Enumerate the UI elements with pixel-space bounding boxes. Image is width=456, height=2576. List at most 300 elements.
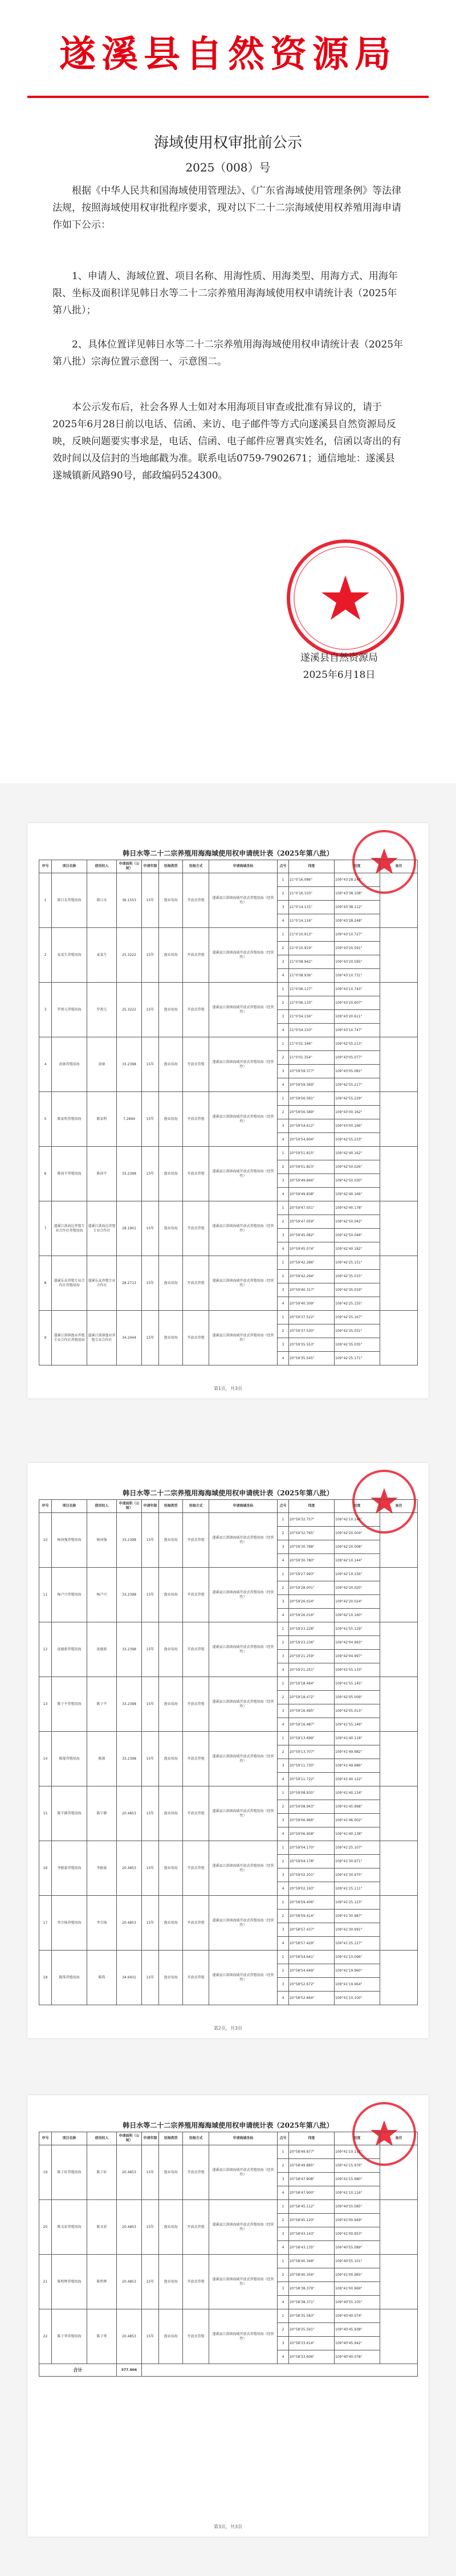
- row-no: 8: [39, 1256, 52, 1311]
- owner: 庞德新: [87, 1622, 117, 1677]
- point-no: 2: [278, 1964, 289, 1978]
- area: 33.2398: [117, 1568, 142, 1622]
- longitude: 109°41'00.969": [335, 2282, 380, 2296]
- row-no: 7: [39, 1201, 52, 1256]
- area: 33.2398: [117, 1677, 142, 1732]
- longitude: 109°43'10.743": [335, 983, 380, 996]
- point-no: 1: [278, 1786, 289, 1800]
- years: 15年: [142, 2145, 159, 2200]
- latitude: 20°59'37.530": [289, 1324, 335, 1338]
- latitude: 20°59'23.236": [289, 1636, 335, 1650]
- area: 20.4853: [117, 1786, 142, 1841]
- owner: 杨国强: [87, 1513, 117, 1568]
- paragraph-item-2: 2、具体位置详见韩日水等二十二宗养殖用海海域使用权申请统计表（2025年第八批）宗海位置示意图一、示意图二。: [52, 339, 404, 367]
- latitude: 20°58'33.606": [289, 2350, 335, 2364]
- latitude: 20°58'40.348": [289, 2255, 335, 2268]
- location-desc: 遂溪县江洪镇海域开放式养殖用海（经营性）: [209, 1147, 278, 1201]
- location-desc: 遂溪县江洪镇海域开放式养殖用海（经营性）: [209, 1092, 278, 1147]
- point-no: 3: [278, 1065, 289, 1078]
- longitude: 109°41'15.976": [335, 2159, 380, 2173]
- project-name: 陈子轩养殖用海: [52, 2145, 87, 2200]
- sea-use-type: 渔业用海: [159, 983, 183, 1037]
- table-row: [39, 1951, 418, 1964]
- table-row: [39, 1732, 418, 1745]
- official-seal: [283, 535, 408, 661]
- longitude: 109°41'55.129": [335, 1622, 380, 1636]
- area: 34.2444: [117, 1311, 142, 1365]
- row-no: 5: [39, 1092, 52, 1147]
- longitude: 109°42'10.144": [335, 1554, 380, 1568]
- sea-use-mode: 开放式养殖: [183, 1568, 209, 1622]
- point-no: 4: [278, 2296, 289, 2309]
- latitude: 20°59'49.846": [289, 1174, 335, 1188]
- table-header-cell: 点号: [278, 860, 289, 873]
- point-no: 1: [278, 1732, 289, 1745]
- area: 20.4853: [117, 2309, 142, 2364]
- longitude: 109°41'40.138": [335, 1827, 380, 1841]
- sea-use-type: 渔业用海: [159, 1841, 183, 1896]
- years: 15年: [142, 1256, 159, 1311]
- table-page-3: [27, 2095, 429, 2537]
- remark: [380, 1092, 418, 1147]
- table-header-cell: 纬度: [289, 860, 335, 873]
- location-desc: 遂溪县江洪镇海域开放式养殖用海（经营性）: [209, 1201, 278, 1256]
- sea-use-type: 渔业用海: [159, 1896, 183, 1951]
- latitude: 20°58'35.591": [289, 2323, 335, 2337]
- latitude: 20°59'04.178": [289, 1855, 335, 1868]
- latitude: 20°58'45.120": [289, 2214, 335, 2227]
- point-no: 3: [278, 1119, 289, 1133]
- remark: [380, 873, 418, 928]
- latitude: 20°59'21.259": [289, 1650, 335, 1663]
- point-no: 3: [278, 1540, 289, 1554]
- project-name: 韩日水养殖用海: [52, 873, 87, 928]
- owner: 黄康: [87, 1037, 117, 1092]
- total-row: [39, 2364, 418, 2377]
- table-row: [39, 1896, 418, 1909]
- point-no: 2: [278, 2268, 289, 2282]
- lease-table: [39, 1499, 418, 2005]
- point-no: 4: [278, 1133, 289, 1147]
- longitude: 109°43'28.243": [335, 873, 380, 887]
- signature-date: 2025年6月18日: [303, 669, 376, 681]
- years: 15年: [142, 2200, 159, 2255]
- table-row: [39, 2200, 418, 2214]
- notice-title: 海域使用权审批前公示: [153, 134, 302, 152]
- table-header-cell: 申请年限: [142, 860, 159, 873]
- row-no: 15: [39, 1786, 52, 1841]
- table-row: [39, 873, 418, 887]
- sea-use-mode: 开放式养殖: [183, 2309, 209, 2364]
- table-header-cell: 申请海域坐标: [209, 860, 278, 873]
- area: 28.2713: [117, 1256, 142, 1311]
- location-desc: 遂溪县江洪镇海域开放式养殖用海（经营性）: [209, 1256, 278, 1311]
- paragraph-item-1: 1、申请人、海域位置、项目名称、用海性质、用海类型、用海方式、用海年限、坐标及面积详见韩日水等二十二宗养殖用海海域使用权申请统计表（2025年第八批）；: [52, 271, 398, 316]
- latitude: 21°0'04.156": [289, 1010, 335, 1024]
- latitude: 20°59'42.294": [289, 1270, 335, 1283]
- remark: [380, 928, 418, 983]
- longitude: 109°42'40.182": [335, 1242, 380, 1256]
- area: 33.2398: [117, 1147, 142, 1201]
- longitude: 109°42'25.167": [335, 1311, 380, 1324]
- longitude: 109°41'00.953": [335, 2227, 380, 2241]
- table-header-row: [39, 2132, 418, 2145]
- table-header-cell: 申请面积（公顷）: [117, 860, 142, 873]
- latitude: 20°58'38.371": [289, 2296, 335, 2309]
- remark: [380, 1201, 418, 1256]
- table-header-cell: 纬度: [289, 1500, 335, 1513]
- point-no: 1: [278, 928, 289, 942]
- point-no: 3: [278, 955, 289, 969]
- area: 7.2894: [117, 1092, 142, 1147]
- longitude: 109°43'00.166": [335, 1119, 380, 1133]
- project-name: 陈国平养殖用海: [52, 1147, 87, 1201]
- lease-table: [39, 2132, 418, 2377]
- point-no: 2: [278, 1691, 289, 1704]
- longitude: 109°42'40.166": [335, 1188, 380, 1201]
- longitude: 109°42'50.042": [335, 1215, 380, 1229]
- point-no: 1: [278, 873, 289, 887]
- table-header-cell: 备注: [380, 860, 418, 873]
- row-no: 1: [39, 873, 52, 928]
- sea-use-mode: 开放式养殖: [183, 1951, 209, 2005]
- longitude: 109°41'25.111": [335, 1882, 380, 1896]
- longitude: 109°41'15.980": [335, 2173, 380, 2186]
- point-no: 2: [278, 996, 289, 1010]
- latitude: 20°59'02.193": [289, 1882, 335, 1896]
- remark: [380, 1568, 418, 1622]
- latitude: 20°59'49.838": [289, 1188, 335, 1201]
- sea-use-type: 渔业用海: [159, 1037, 183, 1092]
- longitude: 109°43'05.081": [335, 1065, 380, 1078]
- area: 20.4853: [117, 1841, 142, 1896]
- longitude: 109°42'10.140": [335, 1513, 380, 1527]
- project-name: 陈子华养殖用海: [52, 2309, 87, 2364]
- table-header-cell: 序号: [39, 2132, 52, 2145]
- years: 15年: [142, 1786, 159, 1841]
- latitude: 21°0'06.133": [289, 996, 335, 1010]
- area: 33.2398: [117, 1513, 142, 1568]
- latitude: 20°58'54.641": [289, 1951, 335, 1964]
- longitude: 109°42'04.997": [335, 1650, 380, 1663]
- years: 15年: [142, 1092, 159, 1147]
- years: 15年: [142, 1311, 159, 1365]
- point-no: 4: [278, 1297, 289, 1311]
- table-title: 韩日水等二十二宗养殖用海海域使用权申请统计表（2025年第八批）: [123, 849, 333, 857]
- point-no: 3: [278, 2282, 289, 2296]
- longitude: 109°40'55.089": [335, 2241, 380, 2255]
- point-no: 4: [278, 914, 289, 928]
- sea-use-mode: 开放式养殖: [183, 1786, 209, 1841]
- table-header-cell: 备注: [380, 2132, 418, 2145]
- longitude: 109°40'45.942": [335, 2337, 380, 2350]
- point-no: 4: [278, 2186, 289, 2200]
- latitude: 20°59'13.699": [289, 1732, 335, 1745]
- longitude: 109°41'25.123": [335, 1896, 380, 1909]
- longitude: 109°42'50.030": [335, 1174, 380, 1188]
- point-no: 2: [278, 1527, 289, 1540]
- owner: 陈家明: [87, 1092, 117, 1147]
- longitude: 109°43'10.747": [335, 1024, 380, 1037]
- sea-use-mode: 开放式养殖: [183, 1092, 209, 1147]
- table-row: [39, 1841, 418, 1855]
- area: 28.1901: [117, 1201, 142, 1256]
- point-no: 4: [278, 2241, 289, 2255]
- remark: [380, 1951, 418, 2005]
- point-no: 1: [278, 2200, 289, 2214]
- latitude: 20°59'47.059": [289, 1215, 335, 1229]
- sea-use-mode: 开放式养殖: [183, 1513, 209, 1568]
- location-desc: 遂溪县江洪镇海域开放式养殖用海（经营性）: [209, 1896, 278, 1951]
- point-no: 1: [278, 1951, 289, 1964]
- point-no: 1: [278, 1896, 289, 1909]
- sea-use-mode: 开放式养殖: [183, 928, 209, 983]
- longitude: 109°40'55.085": [335, 2200, 380, 2214]
- table-row: [39, 928, 418, 942]
- point-no: 4: [278, 2350, 289, 2364]
- table-header-cell: 用海方式: [183, 2132, 209, 2145]
- location-desc: 遂溪县江洪镇海域开放式养殖用海（经营性）: [209, 873, 278, 928]
- point-no: 2: [278, 887, 289, 901]
- sea-use-mode: 开放式养殖: [183, 1732, 209, 1786]
- point-no: 2: [278, 2159, 289, 2173]
- point-no: 2: [278, 1636, 289, 1650]
- table-header-cell: 用海方式: [183, 860, 209, 873]
- point-no: 4: [278, 1773, 289, 1786]
- table-row: [39, 1201, 418, 1215]
- point-no: 4: [278, 1882, 289, 1896]
- longitude: 109°42'35.031": [335, 1324, 380, 1338]
- longitude: 109°43'20.607": [335, 996, 380, 1010]
- location-desc: 遂溪县江洪镇海域开放式养殖用海（经营性）: [209, 2309, 278, 2364]
- longitude: 109°40'40.074": [335, 2309, 380, 2323]
- location-desc: 遂溪县江洪镇海域开放式养殖用海（经营性）: [209, 1677, 278, 1732]
- longitude: 109°41'10.100": [335, 1992, 380, 2005]
- table-header-cell: 点号: [278, 1500, 289, 1513]
- location-desc: 遂溪县江洪镇海域开放式养殖用海（经营性）: [209, 1513, 278, 1568]
- remark: [380, 983, 418, 1037]
- owner: 杨卢兴: [87, 1568, 117, 1622]
- years: 15年: [142, 1677, 159, 1732]
- longitude: 109°40'40.078": [335, 2350, 380, 2364]
- years: 15年: [142, 1568, 159, 1622]
- sea-use-mode: 开放式养殖: [183, 2200, 209, 2255]
- longitude: 109°43'00.162": [335, 1106, 380, 1119]
- location-desc: 遂溪县江洪镇海域开放式养殖用海（经营性）: [209, 1311, 278, 1365]
- project-name: 庞德新养殖用海: [52, 1622, 87, 1677]
- remark: [380, 1786, 418, 1841]
- total-area: 577.906: [117, 2364, 142, 2377]
- latitude: 20°59'45.082": [289, 1229, 335, 1242]
- location-desc: 遂溪县江洪镇海域开放式养殖用海（经营性）: [209, 1786, 278, 1841]
- table-row: [39, 983, 418, 996]
- project-name: 遂溪乐众养殖专业合作社养殖用海: [52, 1256, 87, 1311]
- remark: [380, 1896, 418, 1951]
- point-no: 2: [278, 1745, 289, 1759]
- longitude: 109°42'55.229": [335, 1092, 380, 1106]
- area: 20.4853: [117, 1896, 142, 1951]
- years: 15年: [142, 1147, 159, 1201]
- latitude: 20°58'49.877": [289, 2145, 335, 2159]
- latitude: 20°59'42.286": [289, 1256, 335, 1270]
- longitude: 109°42'04.993": [335, 1636, 380, 1650]
- longitude: 109°41'55.145": [335, 1677, 380, 1691]
- page-number: 第2页，共3页: [213, 2026, 243, 2031]
- latitude: 20°59'40.317": [289, 1283, 335, 1297]
- sea-use-type: 渔业用海: [159, 1732, 183, 1786]
- longitude: 109°42'20.020": [335, 1581, 380, 1595]
- longitude: 109°42'25.155": [335, 1297, 380, 1311]
- point-no: 2: [278, 942, 289, 955]
- owner: 陈珠: [87, 1951, 117, 2005]
- point-no: 2: [278, 1800, 289, 1814]
- point-no: 3: [278, 2337, 289, 2350]
- latitude: 20°58'52.672": [289, 1978, 335, 1992]
- sea-use-type: 渔业用海: [159, 1201, 183, 1256]
- longitude: 109°41'30.971": [335, 1855, 380, 1868]
- project-name: 黄康养殖用海: [52, 1037, 87, 1092]
- longitude: 109°43'10.727": [335, 928, 380, 942]
- latitude: 21°0'04.150": [289, 1024, 335, 1037]
- longitude: 109°41'40.134": [335, 1786, 380, 1800]
- remark: [380, 1311, 418, 1365]
- longitude: 109°41'30.991": [335, 1923, 380, 1937]
- owner: 李宗扬: [87, 1896, 117, 1951]
- years: 15年: [142, 1732, 159, 1786]
- row-no: 18: [39, 1951, 52, 2005]
- point-no: 1: [278, 1568, 289, 1581]
- area: 25.3222: [117, 928, 142, 983]
- row-no: 11: [39, 1568, 52, 1622]
- years: 15年: [142, 1622, 159, 1677]
- lease-table: [39, 860, 418, 1365]
- latitude: 20°59'51.815": [289, 1147, 335, 1160]
- longitude: 109°41'00.949": [335, 2214, 380, 2227]
- longitude: 109°41'30.987": [335, 1909, 380, 1923]
- point-no: 1: [278, 1841, 289, 1855]
- table-row: [39, 2255, 418, 2268]
- point-no: 3: [278, 1650, 289, 1663]
- owner: 麦某生: [87, 928, 117, 983]
- remark: [380, 1677, 418, 1732]
- years: 15年: [142, 928, 159, 983]
- longitude: 109°42'10.156": [335, 1568, 380, 1581]
- longitude: 109°42'40.162": [335, 1147, 380, 1160]
- remark: [380, 2255, 418, 2309]
- sea-use-mode: 开放式养殖: [183, 1201, 209, 1256]
- point-no: 3: [278, 901, 289, 914]
- point-no: 2: [278, 1160, 289, 1174]
- sea-use-type: 渔业用海: [159, 1786, 183, 1841]
- latitude: 20°59'59.369": [289, 1078, 335, 1092]
- total-blank: [142, 2364, 418, 2377]
- project-name: 陈珠养殖用海: [52, 1951, 87, 2005]
- latitude: 21°0'10.919": [289, 942, 335, 955]
- latitude: 20°58'52.664": [289, 1992, 335, 2005]
- sea-use-type: 渔业用海: [159, 2309, 183, 2364]
- sea-use-type: 渔业用海: [159, 873, 183, 928]
- table-header-cell: 序号: [39, 860, 52, 873]
- point-no: 1: [278, 2255, 289, 2268]
- point-no: 4: [278, 1188, 289, 1201]
- longitude: 109°42'10.160": [335, 1609, 380, 1622]
- table-header-cell: 经度: [335, 860, 380, 873]
- longitude: 109°40'55.105": [335, 2296, 380, 2309]
- area: 20.4853: [117, 2255, 142, 2309]
- years: 15年: [142, 1201, 159, 1256]
- point-no: 1: [278, 1513, 289, 1527]
- area: 36.1553: [117, 873, 142, 928]
- table-header-cell: 纬度: [289, 2132, 335, 2145]
- row-no: 19: [39, 2145, 52, 2200]
- project-name: 陈宁静养殖用海: [52, 1786, 87, 1841]
- years: 15年: [142, 2309, 159, 2364]
- table-header-cell: 用海类型: [159, 2132, 183, 2145]
- latitude: 21°0'14.131": [289, 901, 335, 914]
- table-header-cell: 使用权人: [87, 1500, 117, 1513]
- sea-use-mode: 开放式养殖: [183, 1256, 209, 1311]
- longitude: 109°42'40.178": [335, 1201, 380, 1215]
- row-no: 14: [39, 1732, 52, 1786]
- sea-use-type: 渔业用海: [159, 1311, 183, 1365]
- latitude: 20°59'11.722": [289, 1773, 335, 1786]
- longitude: 109°41'19.960": [335, 1964, 380, 1978]
- longitude: 109°41'30.975": [335, 1868, 380, 1882]
- project-name: 杨卢兴养殖用海: [52, 1568, 87, 1622]
- point-no: 4: [278, 1024, 289, 1037]
- point-no: 3: [278, 1923, 289, 1937]
- table-header-cell: 申请面积（公顷）: [117, 2132, 142, 2145]
- point-no: 2: [278, 1270, 289, 1283]
- longitude: 109°42'20.004": [335, 1527, 380, 1540]
- table-header-row: [39, 1500, 418, 1513]
- remark: [380, 1256, 418, 1311]
- owner: 遂溪江洪海边养殖专业合作社: [87, 1201, 117, 1256]
- table-title: 韩日水等二十二宗养殖用海海域使用权申请统计表（2025年第八批）: [123, 2121, 333, 2129]
- table-header-cell: 申请海域坐标: [209, 2132, 278, 2145]
- longitude: 109°41'10.116": [335, 2186, 380, 2200]
- years: 15年: [142, 1841, 159, 1896]
- longitude: 109°41'25.127": [335, 1937, 380, 1951]
- latitude: 20°59'16.487": [289, 1718, 335, 1732]
- sea-use-mode: 开放式养殖: [183, 1311, 209, 1365]
- row-no: 12: [39, 1622, 52, 1677]
- owner: 罗祖元: [87, 983, 117, 1037]
- point-no: 3: [278, 2173, 289, 2186]
- longitude: 109°42'20.024": [335, 1595, 380, 1609]
- sea-use-mode: 开放式养殖: [183, 1841, 209, 1896]
- longitude: 109°42'20.008": [335, 1540, 380, 1554]
- longitude: 109°41'40.118": [335, 1732, 380, 1745]
- location-desc: 遂溪县江洪镇海域开放式养殖用海（经营性）: [209, 928, 278, 983]
- total-label: 合计: [39, 2364, 117, 2377]
- page-number: 第1页，共3页: [213, 1386, 243, 1391]
- latitude: 20°59'08.943": [289, 1800, 335, 1814]
- longitude: 109°43'28.248": [335, 914, 380, 928]
- latitude: 20°59'54.604": [289, 1133, 335, 1147]
- sea-use-type: 渔业用海: [159, 1568, 183, 1622]
- longitude: 109°42'05.013": [335, 1704, 380, 1718]
- latitude: 20°58'59.406": [289, 1896, 335, 1909]
- owner: 陈国平: [87, 1147, 117, 1201]
- owner: 陈子平: [87, 1677, 117, 1732]
- row-no: 10: [39, 1513, 52, 1568]
- project-name: 李宗扬养殖用海: [52, 1896, 87, 1951]
- sea-use-mode: 开放式养殖: [183, 1147, 209, 1201]
- location-desc: 遂溪县江洪镇海域开放式养殖用海（经营性）: [209, 2200, 278, 2255]
- latitude: 20°58'54.649": [289, 1964, 335, 1978]
- owner: 陈文彩: [87, 2200, 117, 2255]
